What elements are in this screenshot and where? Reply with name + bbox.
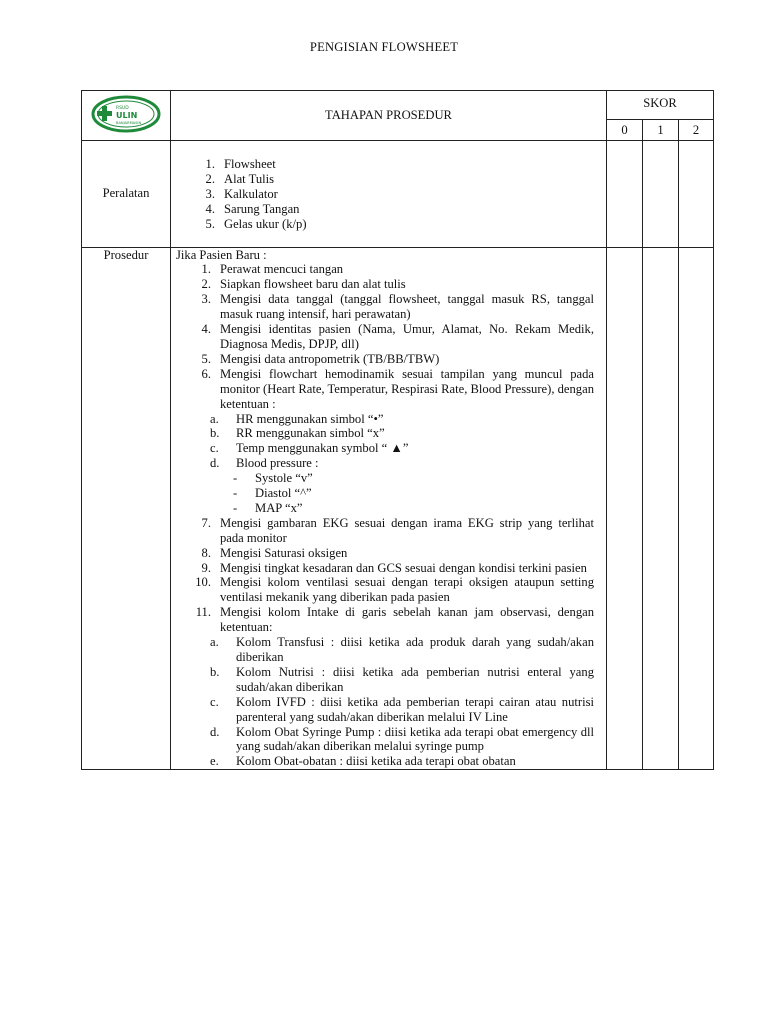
prosedur-step-number: 5. [201,351,211,366]
logo-cell [82,91,171,141]
peralatan-item-number: 1. [205,157,215,171]
prosedur-step [176,277,594,292]
peralatan-item [176,157,594,172]
svg-text:RSUD: RSUD [116,105,129,111]
prosedur-step-text: Mengisi identitas pasien (Nama, Umur, Alamat, No. Rekam Medik, Diagnosa Medis, DPJP, dll) [220,322,594,351]
blood-pressure-item [176,486,594,501]
page-title: PENGISIAN FLOWSHEET [309,40,459,54]
prosedur-intro: Jika Pasien Baru : [176,247,267,262]
prosedur-substep-text: HR menggunakan simbol “•” [236,411,384,426]
peralatan-item-text: Flowsheet [224,157,276,171]
peralatan-item-text: Gelas ukur (k/p) [224,216,307,231]
intake-column-item-number: b. [210,664,220,679]
prosedur-step [176,322,594,352]
prosedur-step [176,516,594,546]
peralatan-item [176,202,594,217]
prosedur-substep [176,412,594,427]
intake-column-item-text: Kolom IVFD : diisi ketika ada pemberian terapi cairan atau nutrisi parenteral yang sudah/akan diberikan melalui IV Line [236,694,594,724]
blood-pressure-item-text: Systole “v” [255,471,313,486]
prosedur-step-text: Siapkan flowsheet baru dan alat tulis [220,277,406,292]
prosedur-substep-text: Blood pressure : [236,456,319,471]
blood-pressure-item [176,471,594,486]
prosedur-substep-number: d. [210,456,220,471]
prosedur-step [176,546,594,561]
svg-text:ULIN: ULIN [116,110,138,120]
blood-pressure-item-text: Diastol “^” [255,486,312,501]
intake-column-item-number: d. [210,724,220,739]
prosedur-step-text: Mengisi flowchart hemodinamik sesuai tampilan yang muncul pada monitor (Heart Rate, Temperatur, Respirasi Rate, Blood Pressure), dengan ketentuan : [220,366,594,411]
intake-column-item-number: a. [210,635,219,650]
intake-column-item-text: Kolom Obat Syringe Pump : diisi ketika ada terapi obat emergency dll yang sudah/akan diberikan melalui syringe pump [236,724,594,754]
score-0: 0 [607,120,643,141]
prosedur-step-number: 1. [201,262,211,277]
blood-pressure-item-number: - [233,486,238,501]
prosedur-step-number: 2. [201,277,211,292]
prosedur-step-number: 4. [201,322,211,337]
prosedur-substep-number: c. [210,441,219,456]
intake-column-item [176,635,594,665]
prosedur-step-text: Mengisi data tanggal (tanggal flowsheet, tanggal masuk RS, tanggal masuk ruang intensif, hari perawatan) [220,292,594,322]
prosedur-step-text: Mengisi kolom ventilasi sesuai dengan terapi oksigen ataupun setting ventilasi mekanik yang diberikan pada pasien [220,575,594,605]
intake-column-item [176,725,594,755]
peralatan-item [176,217,594,232]
procedure-title: TAHAPAN PROSEDUR [171,91,607,141]
prosedur-step [176,561,594,576]
score-cell [607,247,643,770]
prosedur-substep-text: RR menggunakan simbol “x” [236,426,385,441]
prosedur-step [176,292,594,322]
prosedur-step [176,352,594,367]
prosedur-step-number: 8. [201,545,211,560]
intake-column-item-number: e. [210,754,219,769]
score-1: 1 [643,120,679,141]
intake-column-item [176,695,594,725]
score-2: 2 [679,120,714,141]
score-title: SKOR [607,91,714,120]
score-cell [607,141,643,248]
intake-column-item-text: Kolom Nutrisi : diisi ketika ada pemberian nutrisi enteral yang sudah/akan diberikan [236,664,594,694]
prosedur-step-number: 10. [195,575,211,590]
peralatan-item-text: Sarung Tangan [224,201,300,216]
score-cell [643,247,679,770]
score-cell [643,141,679,248]
prosedur-substep [176,441,594,456]
prosedur-step-text: Mengisi data antropometrik (TB/BB/TBW) [220,351,440,366]
prosedur-content [171,247,607,770]
prosedur-step-text: Mengisi gambaran EKG sesuai dengan irama EKG strip yang terlihat pada monitor [220,515,594,545]
prosedur-substep [176,456,594,471]
prosedur-label-text: Prosedur [103,247,149,262]
prosedur-step-number: 11. [195,605,211,620]
intake-column-item-text: Kolom Transfusi : diisi ketika ada produk darah yang sudah/akan diberikan [236,635,594,664]
peralatan-item-number: 4. [205,201,215,216]
blood-pressure-item-number: - [233,500,238,515]
peralatan-list [171,141,606,247]
peralatan-label: Peralatan [82,141,171,248]
prosedur-step-number: 9. [201,560,211,575]
intake-column-item-number: c. [210,694,219,709]
intake-column-item-text: Kolom Obat-obatan : diisi ketika ada terapi obat obatan [236,754,516,769]
intake-column-item [176,754,594,769]
peralatan-content [171,141,607,248]
prosedur-substep-number: b. [210,426,220,441]
prosedur-step-text: Mengisi tingkat kesadaran dan GCS sesuai dengan kondisi terkini pasien [220,560,587,575]
prosedur-label [82,247,171,770]
svg-text:BANJARMASIN: BANJARMASIN [116,120,142,125]
intake-column-item [176,665,594,695]
prosedur-step [176,367,594,412]
peralatan-item-text: Alat Tulis [224,171,275,186]
prosedur-step [176,605,594,635]
peralatan-item-number: 5. [205,216,215,231]
prosedur-step-number: 7. [201,515,211,530]
peralatan-item [176,172,594,187]
prosedur-list [171,248,606,770]
blood-pressure-item-text: MAP “x” [255,500,303,515]
prosedur-step-text: Mengisi Saturasi oksigen [220,545,348,560]
prosedur-step [176,575,594,605]
prosedur-substep-number: a. [210,411,219,426]
prosedur-step-text: Perawat mencuci tangan [220,262,344,277]
peralatan-item [176,187,594,202]
hospital-logo-icon [91,95,161,133]
peralatan-item-number: 3. [205,186,215,201]
prosedur-step-text: Mengisi kolom Intake di garis sebelah kanan jam observasi, dengan ketentuan: [220,605,594,635]
blood-pressure-item [176,501,594,516]
prosedur-substep-text: Temp menggunakan symbol “ ▲” [236,441,409,456]
prosedur-step [176,262,594,277]
score-cell [679,141,714,248]
prosedur-substep [176,426,594,441]
procedure-table [81,90,714,770]
prosedur-step-number: 3. [201,292,211,307]
score-cell [679,247,714,770]
peralatan-item-number: 2. [205,171,215,186]
blood-pressure-item-number: - [233,471,238,486]
prosedur-step-number: 6. [201,366,211,381]
peralatan-item-text: Kalkulator [224,186,278,201]
